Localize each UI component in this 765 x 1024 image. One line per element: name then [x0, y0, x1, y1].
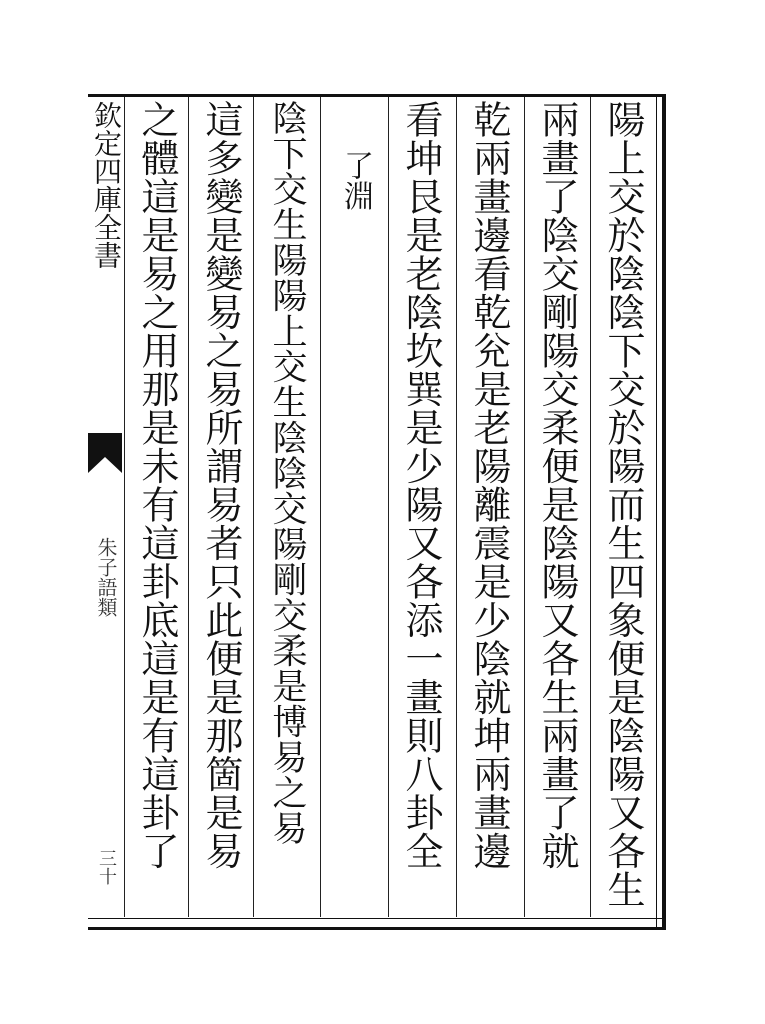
page-margin	[88, 97, 124, 917]
column-rule	[188, 97, 189, 917]
collection-title: 欽定四庫全書	[90, 101, 123, 269]
column-rule	[253, 97, 254, 917]
text-column-5: 了淵	[338, 150, 373, 211]
column-rule	[320, 97, 321, 917]
text-column-2: 兩畫了陰交剛陽交柔便是陰陽又各生兩畫了就	[535, 100, 579, 870]
text-column-1: 陽上交於陰陰下交於陽而生四象便是陰陽又各生	[601, 100, 645, 909]
frame-inner-right-line	[656, 94, 657, 930]
fishtail-mark-icon	[88, 433, 122, 473]
text-column-7: 這多變是變易之易所謂易者只此便是那箇是易	[199, 100, 243, 870]
book-title: 朱子語類	[94, 537, 118, 617]
text-column-4: 看坤艮是老陰坎巽是少陽又各添一畫則八卦全	[399, 100, 443, 870]
text-column-8: 之體這是易之用那是未有這卦底這是有這卦了	[135, 100, 179, 870]
column-rule	[388, 97, 389, 917]
column-rule	[590, 97, 591, 917]
text-column-3: 乾兩畫邊看乾兊是老陽離震是少陰就坤兩畫邊	[467, 100, 511, 870]
folio-number: 三十	[96, 849, 117, 885]
text-column-6: 陰下交生陽陽上交生陰陰交陽剛交柔是博易之易	[267, 100, 307, 846]
column-rule	[456, 97, 457, 917]
column-rule	[524, 97, 525, 917]
column-rule	[124, 97, 125, 917]
